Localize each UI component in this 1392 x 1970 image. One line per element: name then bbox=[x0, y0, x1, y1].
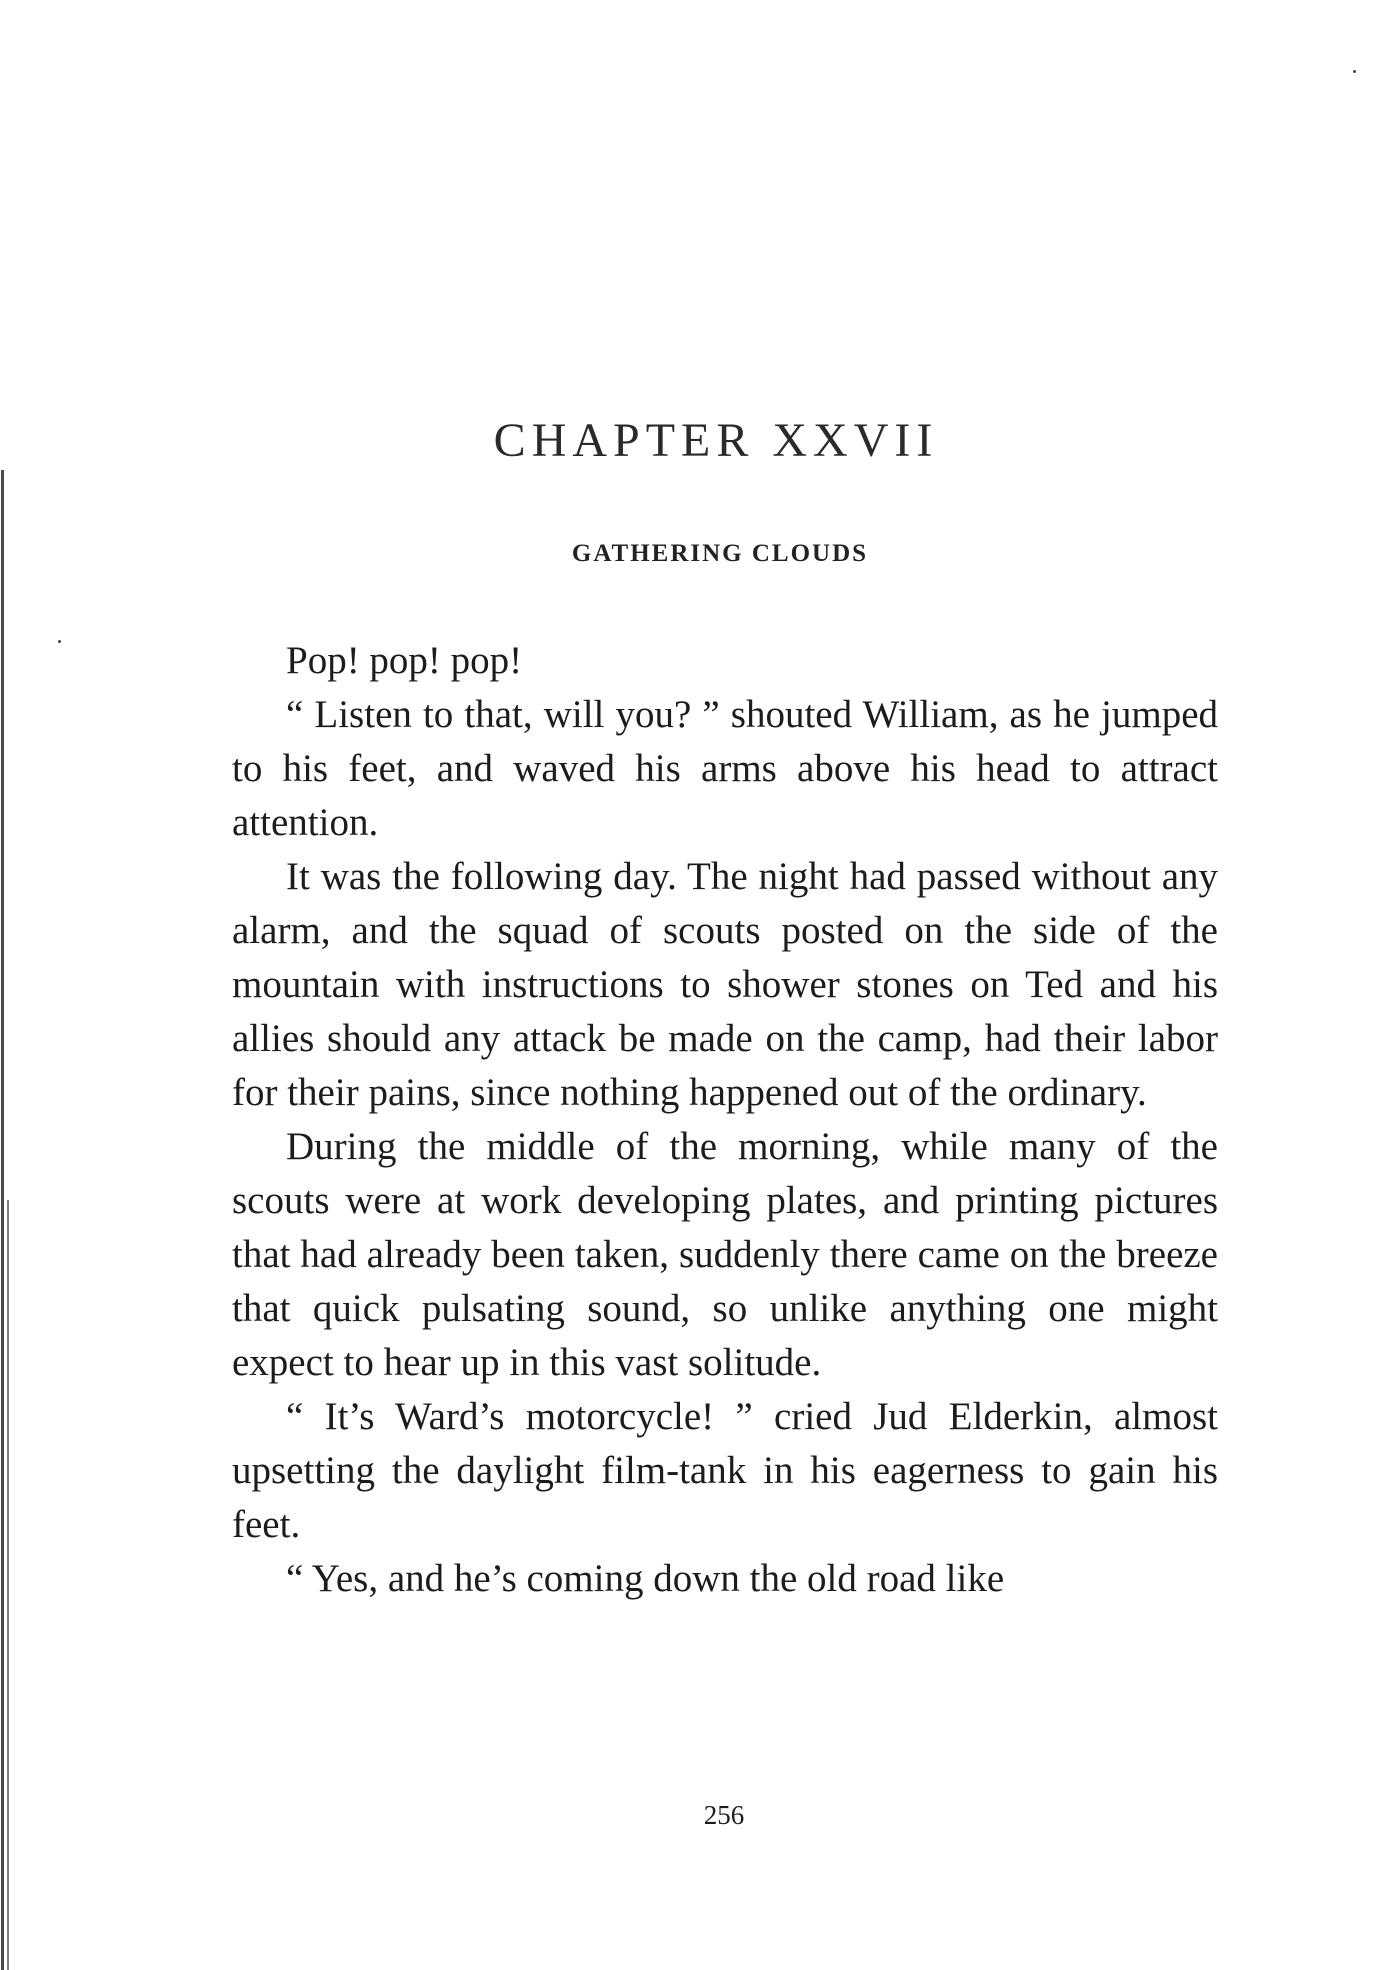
paragraph: “ It’s Ward’s motorcycle! ” cried Jud Elderkin, almost upsetting the daylight film-tank in his eagerness to gain his feet. bbox=[232, 1395, 1218, 1546]
chapter-title: CHAPTER XXVII bbox=[493, 414, 939, 467]
paragraph: Pop! pop! pop! bbox=[286, 639, 523, 682]
page-binding-edge bbox=[1, 470, 4, 1970]
paragraph: It was the following day. The night had passed without any alarm, and the squad of scouts posted on the side of the mountain with instructions to shower stones on Ted and his allies should any attack be made on the camp, had their labor for their pains, since nothing happened out of the ordinary. bbox=[232, 855, 1218, 1114]
paragraph: During the middle of the morning, while many of the scouts were at work developing plates, and printing pictures that had already been taken, suddenly there came on the breeze that quick pulsating sound, so unlike anything one might expect to hear up in this vast solitude. bbox=[232, 1125, 1218, 1384]
paragraph: “ Yes, and he’s coming down the old road like bbox=[286, 1557, 1005, 1600]
scan-speck bbox=[58, 640, 61, 643]
page-binding-edge-inner bbox=[7, 1200, 9, 1970]
chapter-body bbox=[232, 634, 1218, 1606]
chapter-subtitle: GATHERING CLOUDS bbox=[571, 540, 869, 567]
page-number: 256 bbox=[703, 1800, 745, 1830]
paragraph: “ Listen to that, will you? ” shouted William, as he jumped to his feet, and waved his arms above his head to attract attention. bbox=[232, 693, 1218, 844]
scan-speck bbox=[1353, 70, 1356, 73]
